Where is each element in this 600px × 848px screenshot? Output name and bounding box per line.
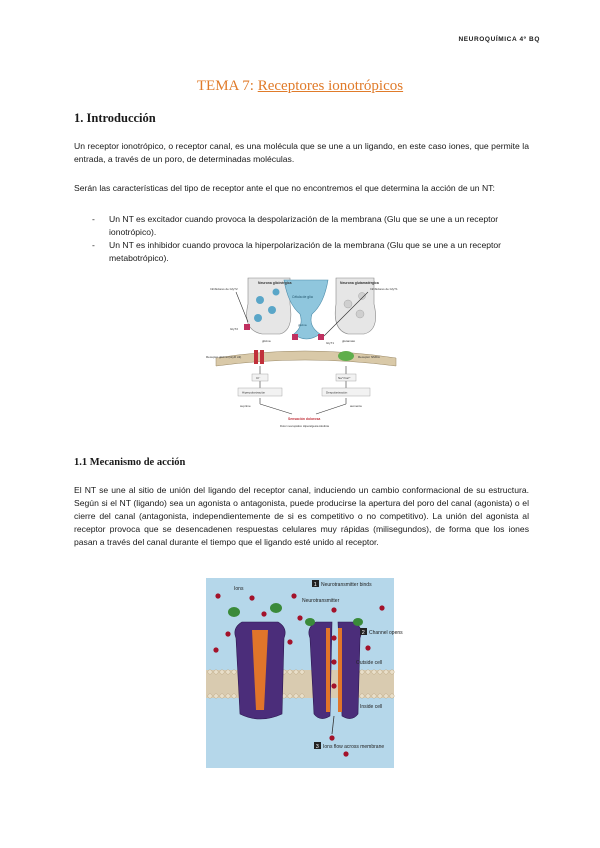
nmda-receptor <box>338 351 354 361</box>
glyt2-transporter <box>244 324 250 330</box>
glycinergic-terminal <box>247 278 291 334</box>
label-pain-sub: Dolor neuropático Hiperalgesia Alodinia <box>280 424 329 428</box>
bullet-item: - Un NT es excitador cuando provoca la despolarización de la membrana (Glu que se une a un receptor ionotrópico). <box>92 213 529 238</box>
neurotransmitter <box>353 618 363 626</box>
label-suppress: suprime <box>240 404 251 408</box>
label-neuron-left: Neurona glicinérgica <box>258 281 292 285</box>
label-rec-nmda: Receptor NMDA <box>358 355 380 359</box>
label-na-ca: Na⁺/Ca²⁺ <box>338 376 351 380</box>
step3-number: 3 <box>315 744 319 750</box>
vesicle <box>344 300 352 308</box>
course-tag: NEUROQUÍMICA 4º BQ <box>458 36 540 43</box>
label-glutamate: glutamato <box>342 339 356 343</box>
neurotransmitter <box>270 603 282 613</box>
vesicle <box>359 293 366 300</box>
label-glia: Célula de glía <box>292 295 313 299</box>
label-inhib-left: Inhibidores de GlyT2 <box>210 287 238 291</box>
label-step1: Neurotransmitter binds <box>321 582 372 588</box>
step1-number: 1 <box>313 582 317 588</box>
label-depol: Despolarización <box>326 390 348 395</box>
label-glycine-2: glicina <box>262 339 271 343</box>
glycine-receptor <box>260 350 264 364</box>
channel-diagram <box>206 578 403 768</box>
neurotransmitter <box>228 607 240 617</box>
mechanism-paragraph: El NT se une al sitio de unión del ligando del receptor canal, induciendo un cambio conformacional de su estructura. Según si el NT (ligando) sea un agonista o antagonista, puede producirse la apertura del poro del canal (agonista) o el cierre del canal (antagonista, independientemente de si es competitivo o no competitivo). La unión del agonista al receptor provoca que se desencadenen respuestas celulares muy rápidas (milisegundos), de forma que los iones pasan a través del canal durante el tiempo que el ligando esté unido al receptor. <box>74 485 529 547</box>
label-nt: Neurotransmitter <box>302 598 340 604</box>
label-inside: Inside cell <box>360 704 383 710</box>
label-hyperpol: Hiperpolarización <box>242 390 266 395</box>
title-text: Receptores ionotrópicos <box>257 78 404 94</box>
label-cl: Cl⁻ <box>256 376 261 380</box>
page-title <box>0 78 600 95</box>
glycine-receptor <box>254 350 258 364</box>
glyt1-transporter <box>318 334 324 340</box>
neurotransmitter <box>305 618 315 626</box>
label-pain: Sensación dolorosa <box>288 417 321 421</box>
intro-paragraph-2: Serán las características del tipo de receptor ante el que no encontremos el que determina la acción de un NT: <box>74 183 495 193</box>
label-glycine-1: glicina <box>298 323 307 327</box>
vesicle <box>254 314 262 322</box>
label-outside: Outside cell <box>356 660 383 666</box>
section-heading-intro: 1. Introducción <box>74 111 156 125</box>
vesicle <box>256 296 264 304</box>
title-prefix: TEMA 7: <box>196 78 254 94</box>
vesicle <box>356 310 364 318</box>
label-step3: Ions flow across membrane <box>323 744 385 750</box>
label-glyt1: GlyT1 <box>326 341 335 345</box>
step2-number: 2 <box>361 630 365 636</box>
section-heading-mechanism: 1.1 Mecanismo de acción <box>74 457 186 468</box>
label-rec-gly: Receptor glicina (GlyR α3) <box>206 355 242 359</box>
label-ions: Ions <box>234 586 244 592</box>
synapse-diagram <box>196 274 412 444</box>
label-inhib-right: Inhibidores de GlyT1 <box>370 287 398 291</box>
bullet-item: - Un NT es inhibidor cuando provoca la hiperpolarización de la membrana (Glu que se une a un receptor metabotrópico). <box>92 239 529 264</box>
bullet-list <box>92 213 529 265</box>
label-neuron-right: Neurona glutamatérgica <box>340 281 379 285</box>
intro-paragraph-1: Un receptor ionotrópico, o receptor canal, es una molécula que se une a un ligando, en este caso iones, que permite la entrada, a través de un poro, de determinadas moléculas. <box>74 141 529 164</box>
label-increase: aumenta <box>350 404 362 408</box>
vesicle <box>268 306 276 314</box>
label-glyt2: GlyT2 <box>230 327 239 331</box>
glyt1-transporter <box>292 334 298 340</box>
vesicle <box>273 289 280 296</box>
label-step2: Channel opens <box>369 630 403 636</box>
